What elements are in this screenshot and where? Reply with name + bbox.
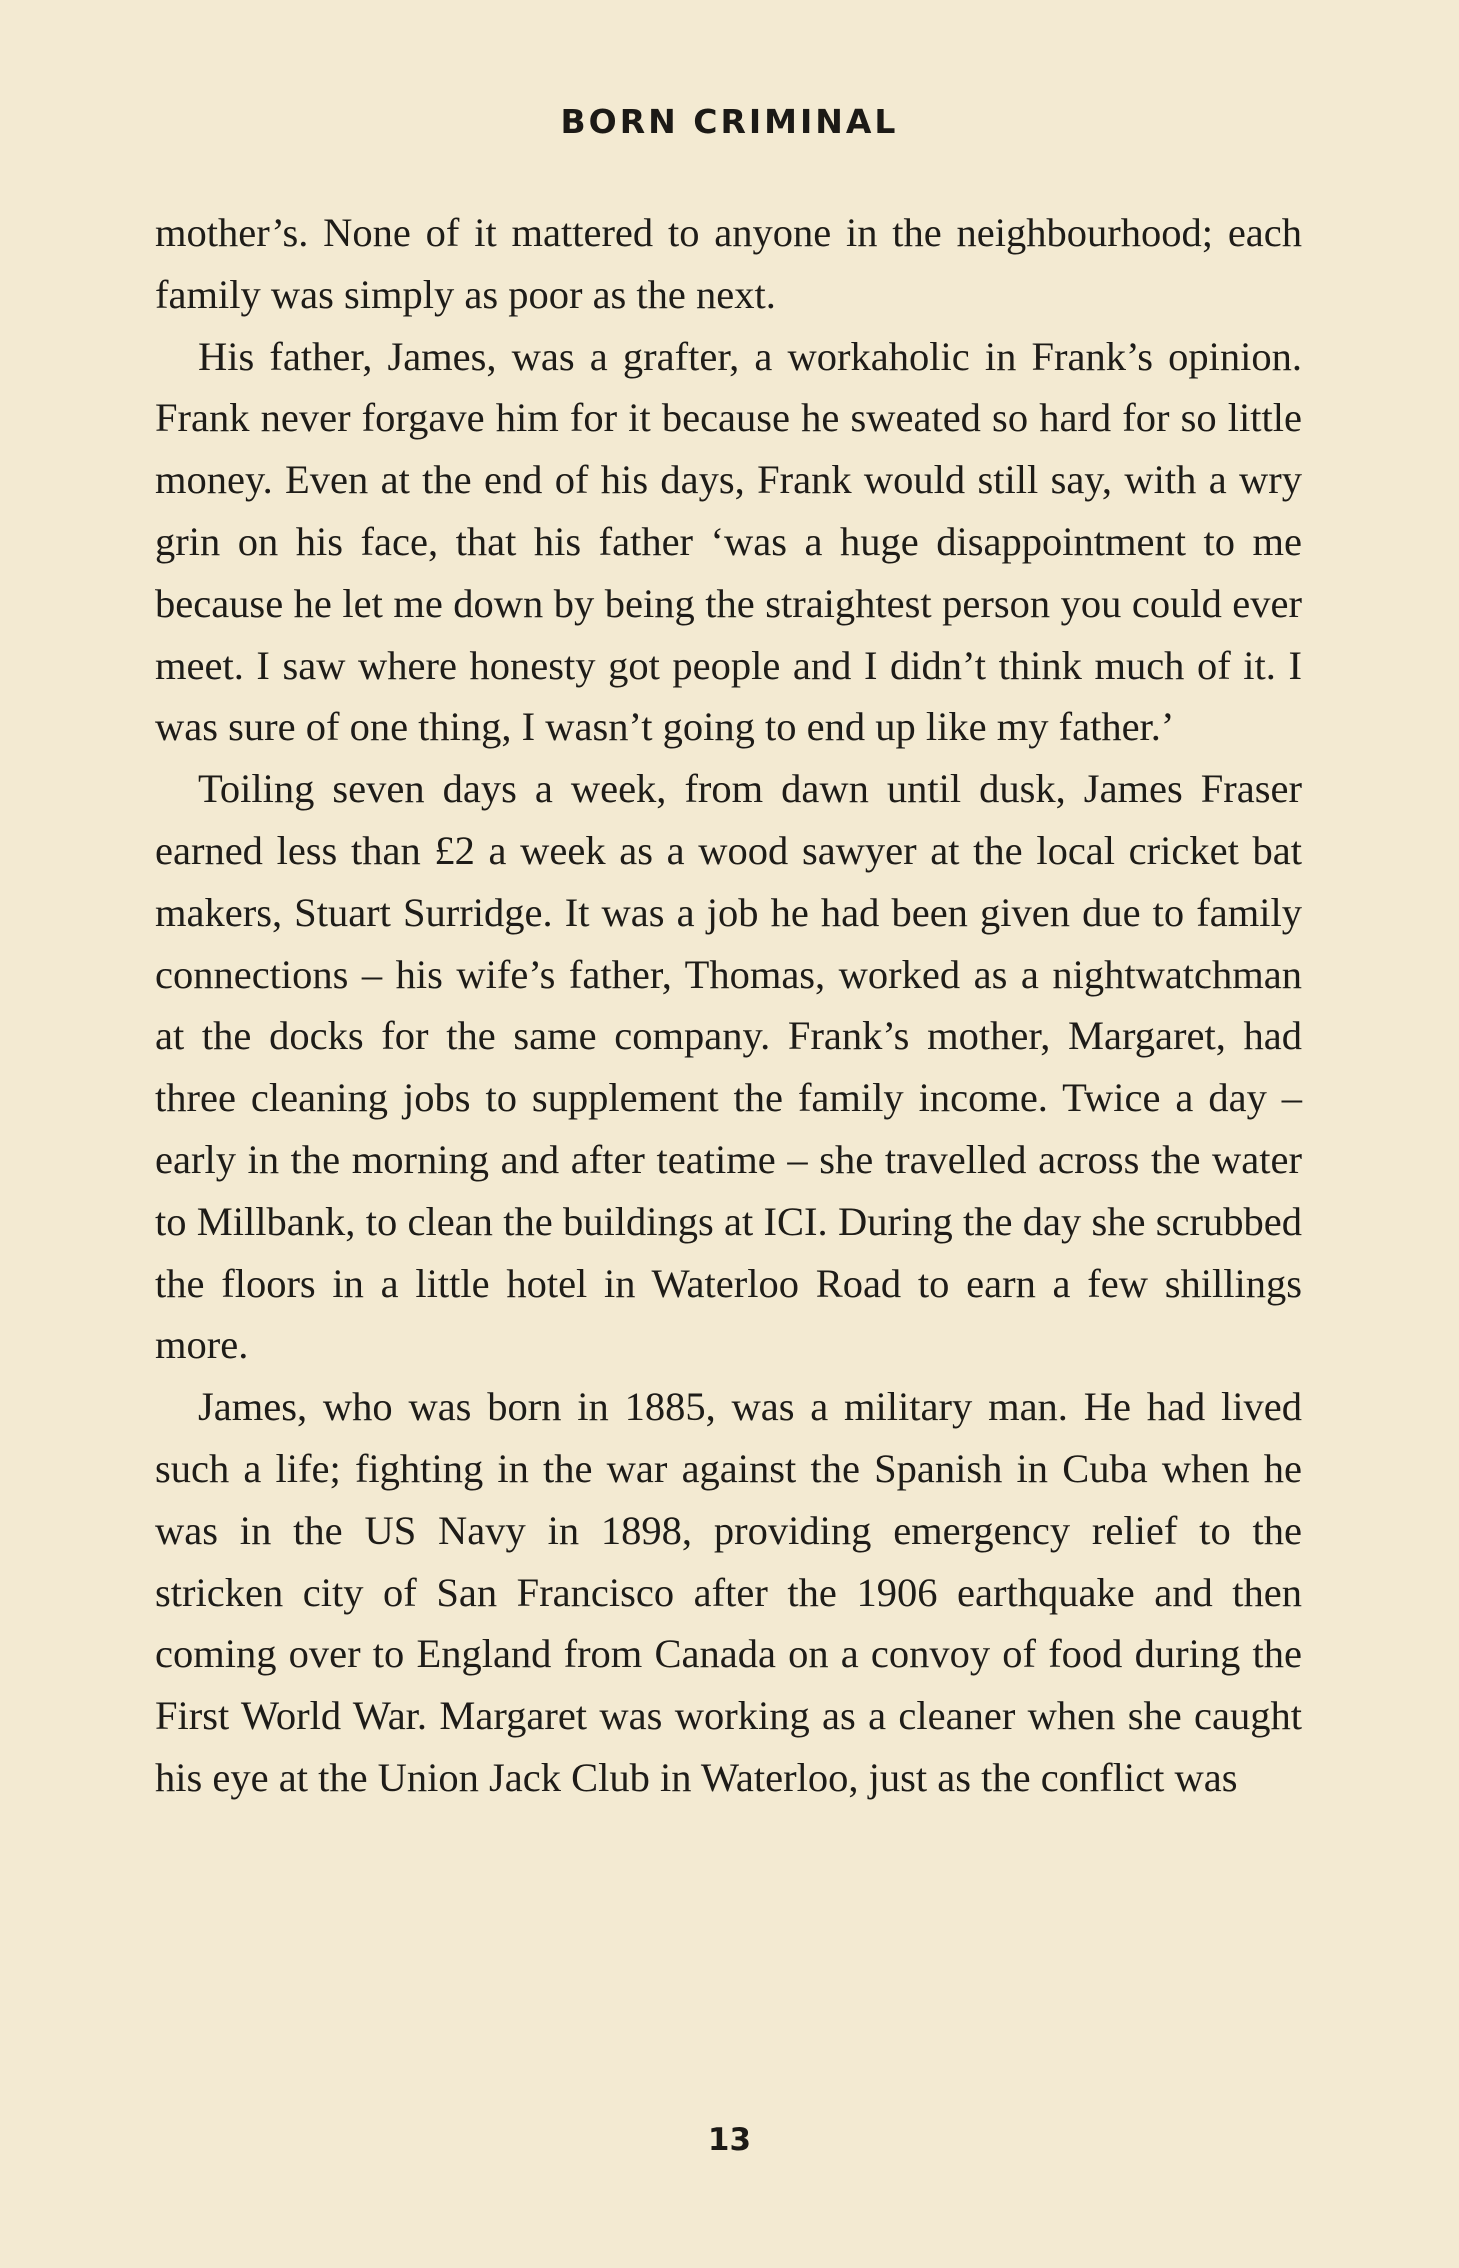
- running-head: BORN CRIMINAL: [560, 102, 899, 141]
- paragraph: Toiling seven days a week, from dawn until dusk, James Fraser earned less than £2 a week as a wood sawyer at the local cricket bat makers, Stuart Surridge. It was a job he had been given due to family connections – his wife’s father, Thomas, worked as a nightwatchman at the docks for the same company. Frank’s mother, Margaret, had three cleaning jobs to supplement the family income. Twice a day – early in the morning and after teatime – she travelled across the water to Millbank, to clean the buildings at ICI. During the day she scrubbed the floors in a little hotel in Waterloo Road to earn a few shillings more.: [155, 766, 1302, 1368]
- paragraph: His father, James, was a grafter, a workaholic in Frank’s opinion. Frank never forgave him for it because he sweated so hard for so little money. Even at the end of his days, Frank would still say, with a wry grin on his face, that his father ‘was a huge disappointment to me because he let me down by being the straightest person you could ever meet. I saw where honesty got people and I didn’t think much of it. I was sure of one thing, I wasn’t going to end up like my father.’: [155, 333, 1302, 750]
- paragraph: mother’s. None of it mattered to anyone in the neighbourhood; each family was simply as poor as the next.: [155, 210, 1302, 317]
- body-text: [155, 202, 1302, 1809]
- paragraph: James, who was born in 1885, was a military man. He had lived such a life; fighting in the war against the Spanish in Cuba when he was in the US Navy in 1898, providing emergency relief to the stricken city of San Francisco after the 1906 earthquake and then coming over to England from Canada on a convoy of food during the First World War. Margaret was working as a cleaner when she caught his eye at the Union Jack Club in Waterloo, just as the conflict was: [155, 1384, 1302, 1800]
- page-number: 13: [707, 2122, 752, 2158]
